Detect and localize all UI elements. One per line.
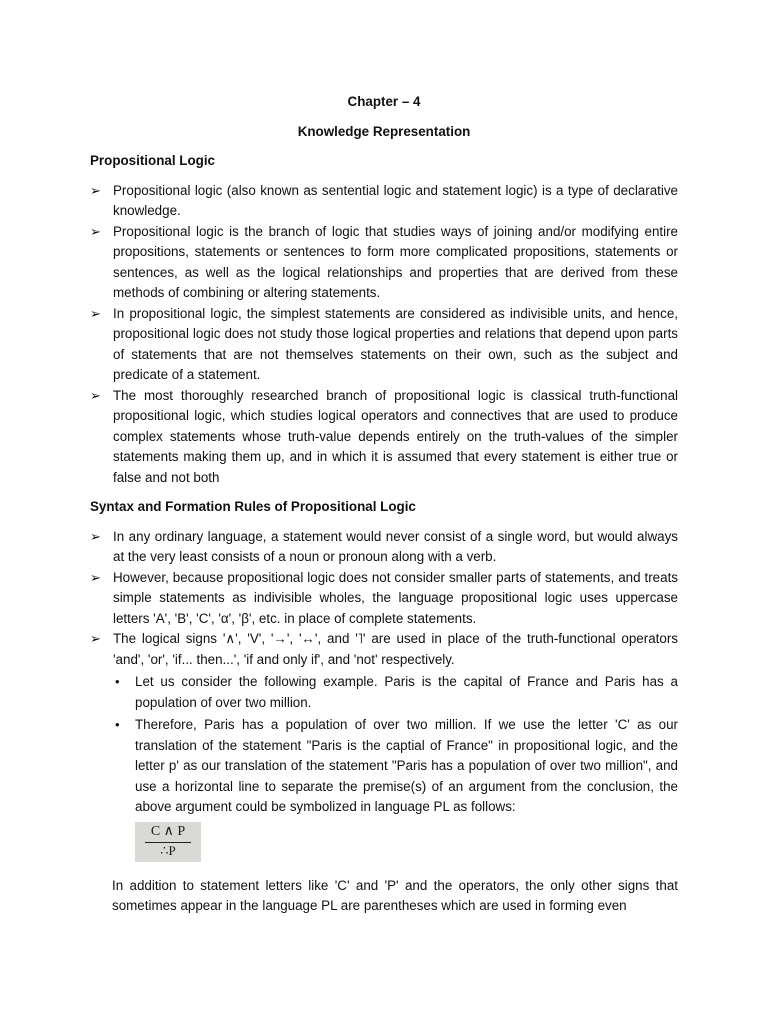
chapter-label: Chapter – 4: [347, 94, 421, 109]
arrow-bullet-icon: ➢: [90, 631, 101, 646]
arrow-bullet-icon: ➢: [90, 569, 101, 585]
list-item: [90, 386, 678, 489]
list-item: [90, 222, 678, 304]
closing-paragraph: In addition to statement letters like 'C' and 'P' and the operators, the only other signs that sometimes appear in the language PL are parentheses which are used in forming even: [112, 877, 678, 913]
sub-list-item: [113, 672, 678, 713]
formula-premise: C ∧ P: [150, 823, 186, 839]
list-item: [90, 568, 678, 630]
list-item-text: The logical signs '∧', 'V', '→', '↔', and '˥' are used in place of the truth-functional operators 'and', 'or', 'if... then...', 'if and only if', and 'not' respectively.: [113, 631, 678, 667]
section-heading-syntax-rules: Syntax and Formation Rules of Propositional Logic: [90, 499, 416, 514]
arrow-bullet-icon: ➢: [90, 182, 101, 198]
arrow-bullet-icon: ➢: [90, 223, 101, 239]
dot-bullet-icon: •: [115, 674, 120, 689]
dot-bullet-icon: •: [115, 717, 120, 732]
argument-formula-image: [135, 822, 201, 862]
propositional-logic-bullet-list: [90, 181, 678, 489]
list-item-text: However, because propositional logic does not consider smaller parts of statements, and treats simple statements as indivisible wholes, the language propositional logic uses uppercase letters 'A', 'B', 'C', 'α', 'β', etc. in place of complete statements.: [113, 569, 678, 626]
sub-list-item-text: Therefore, Paris has a population of over two million. If we use the letter 'C' as our translation of the statement "Paris is the captial of France" in propositional logic, and the letter p' as our translation of the statement "Paris has a population of over two million", and use a horizontal line to separate the premise(s) of an argument from the conclusion, the above argument could be symbolized in language PL as follows:: [135, 717, 678, 814]
section-heading-propositional-logic: Propositional Logic: [90, 153, 215, 168]
example-sub-list: [113, 672, 678, 862]
list-item-text: Propositional logic (also known as sentential logic and statement logic) is a type of declarative knowledge.: [113, 182, 678, 218]
list-item: [90, 304, 678, 386]
arrow-bullet-icon: ➢: [90, 528, 101, 544]
document-body: [90, 92, 678, 917]
list-item-text: Propositional logic is the branch of logic that studies ways of joining and/or modifying entire propositions, statements or sentences to form more complicated propositions, statements or sentences, as well as the logical relationships and properties that are derived from these methods of combining or altering statements.: [113, 223, 678, 300]
sub-list-item: [113, 715, 678, 862]
list-item-text: The most thoroughly researched branch of propositional logic is classical truth-functional propositional logic, which studies logical operators and connectives that are used to produce complex statements whose truth-value depends entirely on the truth-values of the simpler statements making them up, and in which it is assumed that every statement is either true or false and not both: [113, 387, 678, 485]
syntax-rules-bullet-list: [90, 527, 678, 862]
list-item: [90, 527, 678, 568]
list-item: [90, 181, 678, 222]
list-item-text: In any ordinary language, a statement would never consist of a single word, but would always at the very least consists of a noun or pronoun along with a verb.: [113, 528, 678, 564]
list-item: [90, 629, 678, 862]
arrow-bullet-icon: ➢: [90, 305, 101, 321]
document-title: Knowledge Representation: [297, 123, 471, 139]
arrow-bullet-icon: ➢: [90, 387, 101, 403]
list-item-text: In propositional logic, the simplest statements are considered as indivisible units, and hence, propositional logic does not study those logical properties and relations that depend upon parts of statements that are not themselves statements on their own, such as the subject and predicate of a statement.: [113, 305, 678, 382]
formula-conclusion: ∴P: [160, 842, 176, 858]
sub-list-item-text: Let us consider the following example. Paris is the capital of France and Paris has a population of over two million.: [135, 674, 678, 710]
